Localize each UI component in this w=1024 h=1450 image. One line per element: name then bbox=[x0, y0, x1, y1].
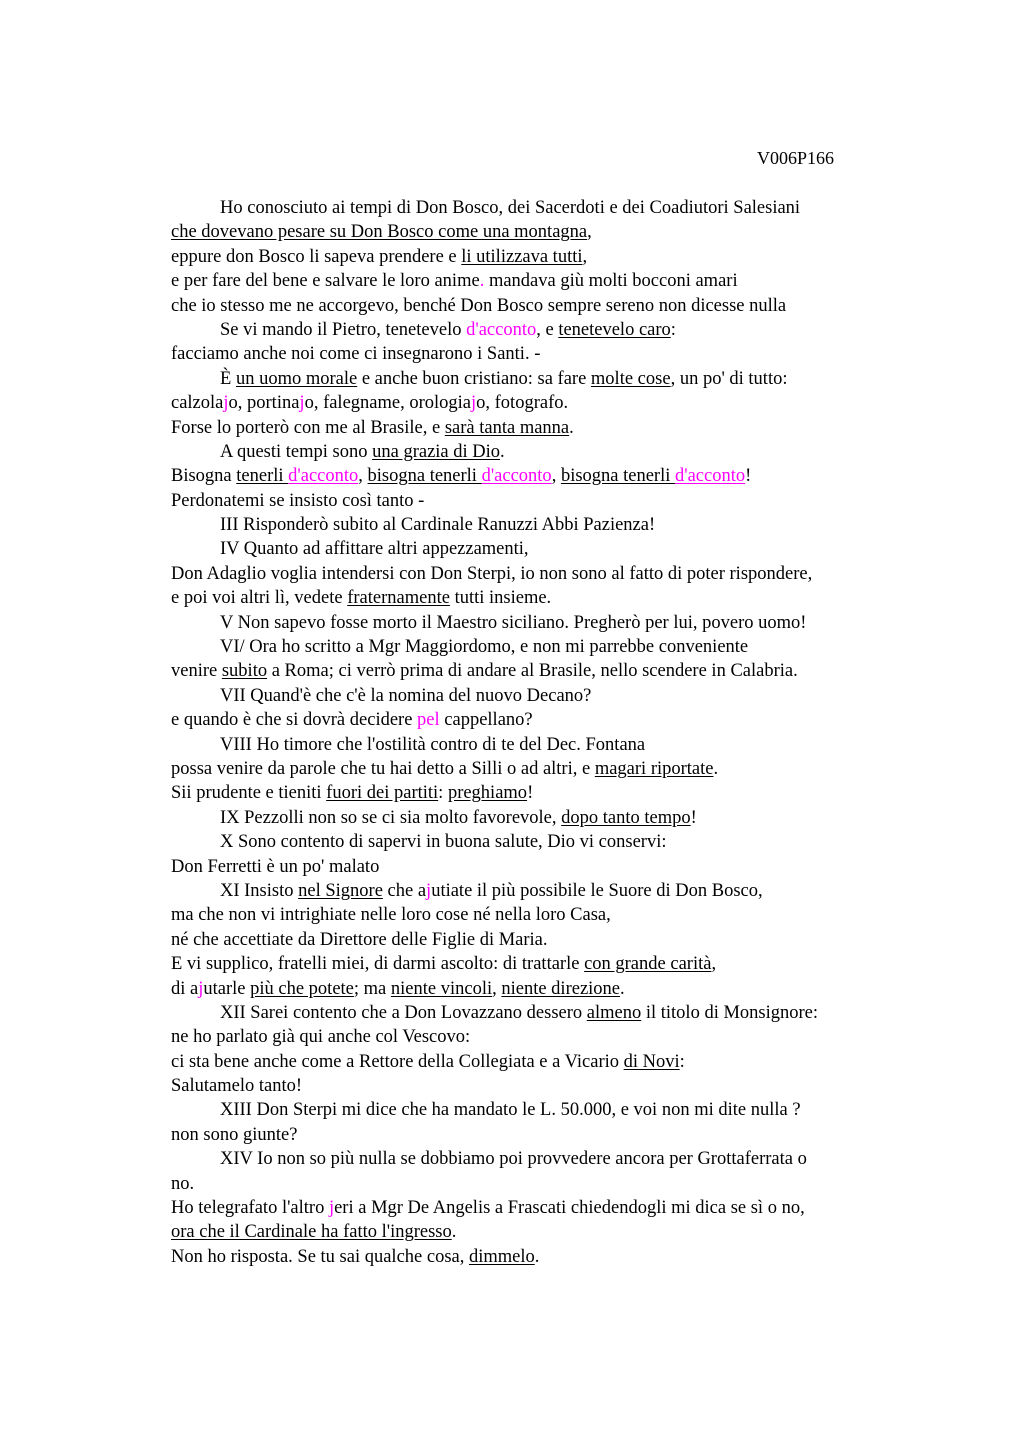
underlined-text: subito bbox=[221, 661, 268, 682]
text-run: , bbox=[492, 978, 502, 999]
text-line bbox=[171, 977, 911, 1001]
text-run: XII Sarei contento che a Don Lovazzano dessero bbox=[220, 1002, 587, 1023]
text-run: tutti insieme. bbox=[449, 588, 552, 609]
text-line bbox=[171, 391, 911, 415]
text-run: , un po' di tutto: bbox=[670, 368, 788, 389]
underlined-text: molte cose bbox=[590, 368, 671, 389]
text-line bbox=[171, 1050, 911, 1074]
text-run: né che accettiate da Direttore delle Figlie di Maria. bbox=[171, 929, 548, 950]
underlined-text: sarà tanta manna bbox=[444, 417, 570, 438]
underlined-text: niente direzione bbox=[501, 978, 621, 999]
text-line bbox=[171, 196, 911, 220]
text-run: Non ho risposta. Se tu sai qualche cosa, bbox=[171, 1246, 469, 1267]
text-run: III Risponderò subito al Cardinale Ranuzzi Abbi Pazienza! bbox=[220, 515, 656, 536]
text-line bbox=[171, 342, 911, 366]
text-run: ma che non vi intrighiate nelle loro cose né nella loro Casa, bbox=[171, 905, 611, 926]
text-run: che io stesso me ne accorgevo, benché Don Bosco sempre sereno non dicesse nulla bbox=[171, 295, 787, 316]
underlined-text: un uomo morale bbox=[235, 368, 358, 389]
text-run: Bisogna bbox=[171, 466, 237, 487]
text-run: , bbox=[551, 466, 561, 487]
text-line bbox=[171, 1001, 911, 1025]
text-run: È bbox=[220, 368, 236, 389]
text-line bbox=[171, 269, 911, 293]
highlighted-text: j bbox=[328, 1198, 335, 1219]
text-run: IV Quanto ad affittare altri appezzamenti, bbox=[220, 539, 529, 560]
highlighted-text: pel bbox=[417, 710, 440, 731]
underlined-text: preghiamo bbox=[447, 783, 528, 804]
text-run: cappellano? bbox=[439, 710, 533, 731]
text-line bbox=[171, 781, 911, 805]
text-line bbox=[171, 855, 911, 879]
text-line bbox=[171, 416, 911, 440]
text-line bbox=[171, 1172, 911, 1196]
text-run: Ho telegrafato l'altro bbox=[171, 1198, 329, 1219]
text-run: X Sono contento di sapervi in buona salute, Dio vi conservi: bbox=[220, 832, 667, 853]
text-line bbox=[171, 1220, 911, 1244]
text-run: ne ho parlato già qui anche col Vescovo: bbox=[171, 1027, 471, 1048]
text-run: Perdonatemi se insisto così tanto - bbox=[171, 490, 425, 511]
text-run: o, fotografo. bbox=[476, 393, 569, 414]
text-line bbox=[171, 245, 911, 269]
text-run: e anche buon cristiano: sa fare bbox=[357, 368, 591, 389]
underlined-text: più che potete bbox=[250, 978, 354, 999]
letter-body bbox=[171, 196, 911, 1269]
underlined-text: dopo tanto tempo bbox=[561, 807, 691, 828]
text-line bbox=[171, 879, 911, 903]
highlighted-text: j bbox=[426, 880, 432, 901]
text-line bbox=[171, 928, 911, 952]
underlined-text: nel Signore bbox=[298, 880, 383, 901]
text-line bbox=[171, 1245, 911, 1269]
highlighted-text: d'acconto bbox=[675, 466, 746, 487]
text-line bbox=[171, 635, 911, 659]
text-run: o, falegname, orologia bbox=[304, 393, 471, 414]
text-line bbox=[171, 464, 911, 488]
text-run: Sii prudente e tieniti bbox=[171, 783, 327, 804]
text-run: . bbox=[451, 1222, 457, 1243]
highlighted-text: j bbox=[299, 393, 305, 414]
text-run: ! bbox=[690, 807, 697, 828]
text-line bbox=[171, 489, 911, 513]
text-line bbox=[171, 586, 911, 610]
text-line bbox=[171, 1147, 911, 1171]
text-run: XI Insisto bbox=[220, 880, 299, 901]
underlined-text: niente vincoli bbox=[390, 978, 493, 999]
text-line bbox=[171, 562, 911, 586]
text-run: il titolo di Monsignore: bbox=[641, 1002, 819, 1023]
text-line bbox=[171, 806, 911, 830]
text-run: , bbox=[582, 246, 588, 267]
text-line bbox=[171, 1098, 911, 1122]
text-run: ci sta bene anche come a Rettore della Collegiata e a Vicario bbox=[171, 1051, 624, 1072]
text-run: E vi supplico, fratelli miei, di darmi ascolto: di trattarle bbox=[171, 954, 585, 975]
text-line bbox=[171, 757, 911, 781]
underlined-text: con grande carità bbox=[584, 954, 712, 975]
text-run: . bbox=[534, 1246, 540, 1267]
text-run: venire bbox=[171, 661, 222, 682]
text-line bbox=[171, 1025, 911, 1049]
text-run: IX Pezzolli non so se ci sia molto favorevole, bbox=[220, 807, 562, 828]
text-run: Se vi mando il Pietro, tenetevelo bbox=[220, 319, 467, 340]
text-line bbox=[171, 440, 911, 464]
text-run: mandava giù molti bocconi amari bbox=[484, 271, 738, 292]
text-run: : bbox=[438, 783, 448, 804]
text-run: . bbox=[500, 441, 505, 462]
text-run: Ho conosciuto ai tempi di Don Bosco, dei Sacerdoti e dei Coadiutori Salesiani bbox=[220, 198, 801, 218]
text-run: calzola bbox=[171, 393, 224, 414]
underlined-text: tenetevelo caro bbox=[558, 319, 671, 340]
text-line bbox=[171, 537, 911, 561]
text-line bbox=[171, 903, 911, 927]
text-run: utiate il più possibile le Suore di Don Bosco, bbox=[431, 880, 763, 901]
underlined-text: li utilizzava tutti bbox=[461, 246, 583, 267]
text-line bbox=[171, 367, 911, 391]
underlined-text: almeno bbox=[586, 1002, 642, 1023]
text-run: Salutamelo tanto! bbox=[171, 1076, 303, 1097]
text-run: o, portina bbox=[228, 393, 300, 414]
text-run: . bbox=[713, 758, 719, 779]
text-run: XIV Io non so più nulla se dobbiamo poi provvedere ancora per Grottaferrata o bbox=[220, 1149, 807, 1170]
text-run: , bbox=[711, 954, 717, 975]
text-run: V Non sapevo fosse morto il Maestro siciliano. Pregherò per lui, povero uomo! bbox=[220, 612, 807, 633]
text-line bbox=[171, 611, 911, 635]
text-line bbox=[171, 1196, 911, 1220]
text-line bbox=[171, 952, 911, 976]
text-run: Don Adaglio voglia intendersi con Don Sterpi, io non sono al fatto di poter rispondere, bbox=[171, 563, 813, 584]
text-run: Don Ferretti è un po' malato bbox=[171, 856, 380, 877]
text-run: che a bbox=[382, 880, 427, 901]
underlined-text: fuori dei partiti bbox=[326, 783, 439, 804]
highlighted-text: j bbox=[223, 393, 229, 414]
underlined-text: bisogna tenerli bbox=[560, 466, 675, 487]
underlined-text: bisogna tenerli bbox=[367, 466, 482, 487]
text-run: ! bbox=[745, 466, 752, 487]
underlined-text: magari riportate bbox=[594, 758, 714, 779]
text-run: e per fare del bene e salvare le loro anime bbox=[171, 271, 480, 292]
text-line bbox=[171, 659, 911, 683]
text-run: VI/ Ora ho scritto a Mgr Maggiordomo, e non mi parrebbe conveniente bbox=[220, 637, 749, 658]
text-run: eri a Mgr De Angelis a Frascati chiedendogli mi dica se sì o no, bbox=[334, 1198, 805, 1219]
text-run: : bbox=[670, 319, 676, 340]
underlined-text: ora che il Cardinale ha fatto l'ingresso bbox=[171, 1222, 452, 1243]
text-run: utarle bbox=[203, 978, 251, 999]
text-line bbox=[171, 830, 911, 854]
text-run: . bbox=[569, 417, 574, 438]
text-run: VII Quand'è che c'è la nomina del nuovo Decano? bbox=[220, 685, 592, 706]
text-run: di a bbox=[171, 978, 199, 999]
text-run: eppure don Bosco li sapeva prendere e bbox=[171, 246, 462, 267]
text-run: a Roma; ci verrò prima di andare al Brasile, nello scendere in Calabria. bbox=[267, 661, 798, 682]
text-run: XIII Don Sterpi mi dice che ha mandato le L. 50.000, e voi non mi dite nulla ? bbox=[220, 1100, 801, 1121]
text-line bbox=[171, 513, 911, 537]
text-line bbox=[171, 294, 911, 318]
text-line bbox=[171, 1074, 911, 1098]
text-line bbox=[171, 733, 911, 757]
text-line bbox=[171, 1123, 911, 1147]
highlighted-text: j bbox=[198, 978, 204, 999]
text-line bbox=[171, 220, 911, 244]
highlighted-text: . bbox=[479, 271, 485, 292]
text-run: VIII Ho timore che l'ostilità contro di te del Dec. Fontana bbox=[220, 734, 646, 755]
text-run: e poi voi altri lì, vedete bbox=[171, 588, 348, 609]
text-run: non sono giunte? bbox=[171, 1124, 298, 1145]
text-run: , bbox=[587, 222, 592, 243]
text-run: : bbox=[679, 1051, 685, 1072]
underlined-text: che dovevano pesare su Don Bosco come una montagna bbox=[171, 222, 588, 243]
page-identifier: V006P166 bbox=[757, 148, 835, 168]
text-run: facciamo anche noi come ci insegnarono i Santi. - bbox=[171, 344, 541, 365]
highlighted-text: j bbox=[471, 393, 477, 414]
text-line bbox=[171, 684, 911, 708]
underlined-text: fraternamente bbox=[347, 588, 450, 609]
text-run: A questi tempi sono bbox=[220, 441, 373, 462]
underlined-text: tenerli bbox=[236, 466, 289, 487]
text-run: , e bbox=[536, 319, 559, 340]
text-run: , bbox=[358, 466, 368, 487]
text-run: Forse lo porterò con me al Brasile, e bbox=[171, 417, 445, 438]
text-run: ! bbox=[527, 783, 534, 804]
underlined-text: dimmelo bbox=[469, 1246, 535, 1267]
text-run: . bbox=[620, 978, 625, 999]
text-run: possa venire da parole che tu hai detto a Silli o ad altri, e bbox=[171, 758, 595, 779]
text-run: ; ma bbox=[353, 978, 391, 999]
underlined-text: una grazia di Dio bbox=[372, 441, 501, 462]
text-line bbox=[171, 318, 911, 342]
highlighted-text: d'acconto bbox=[288, 466, 359, 487]
text-line bbox=[171, 708, 911, 732]
highlighted-text: d'acconto bbox=[466, 319, 537, 340]
text-run: no. bbox=[171, 1173, 195, 1194]
underlined-text: di Novi bbox=[623, 1051, 680, 1072]
highlighted-text: d'acconto bbox=[481, 466, 552, 487]
text-run: e quando è che si dovrà decidere bbox=[171, 710, 418, 731]
